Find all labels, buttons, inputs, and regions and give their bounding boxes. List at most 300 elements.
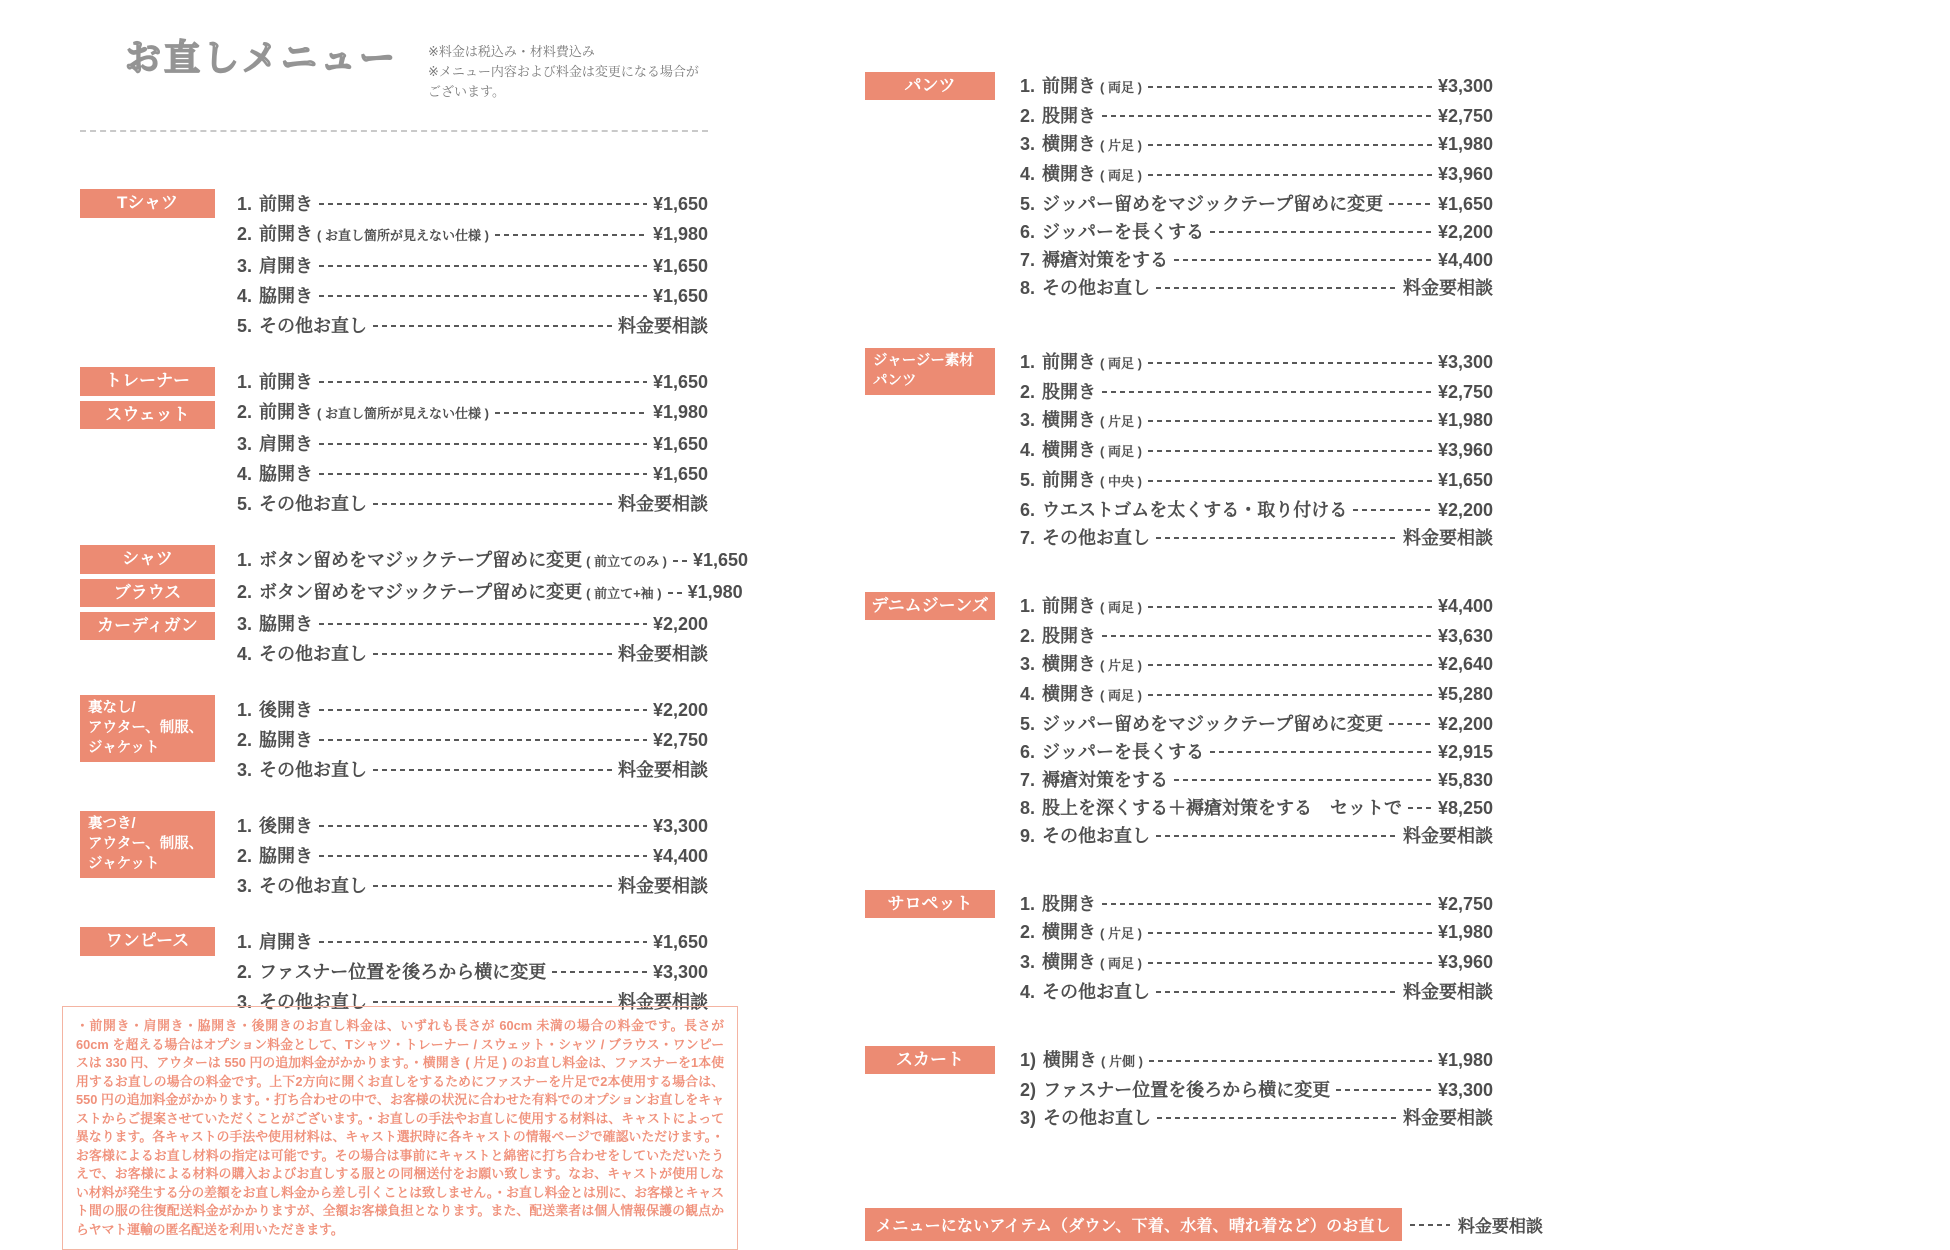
item-label bbox=[1020, 218, 1204, 246]
menu-item bbox=[1020, 160, 1493, 190]
item-price: ¥2,200 bbox=[1437, 500, 1493, 520]
item-note: ( 両足 ) bbox=[1100, 444, 1142, 459]
dotted-leader bbox=[319, 381, 647, 383]
item-label bbox=[1020, 592, 1142, 622]
category-badge-line: ジャージー素材 bbox=[873, 353, 974, 369]
item-number: 5. bbox=[1020, 194, 1036, 214]
dotted-leader bbox=[495, 234, 647, 236]
dotted-leader bbox=[1336, 1089, 1432, 1091]
item-name: 脇開き bbox=[259, 614, 314, 635]
category-badge-column bbox=[80, 545, 215, 669]
item-name: その他お直し bbox=[259, 992, 368, 1013]
dotted-leader bbox=[319, 709, 647, 711]
item-label bbox=[1020, 496, 1347, 524]
item-price: 料金要相談 bbox=[1403, 278, 1493, 298]
item-number: 2. bbox=[237, 962, 253, 983]
item-number: 4. bbox=[1020, 440, 1036, 460]
header-note-line: ※料金は税込み・材料費込み bbox=[428, 44, 595, 59]
item-price: ¥1,980 bbox=[687, 582, 743, 603]
left-column-sections bbox=[80, 189, 749, 1043]
menu-item bbox=[237, 695, 708, 725]
item-number: 4. bbox=[1020, 684, 1036, 704]
category-badge-column bbox=[80, 927, 215, 1017]
item-label bbox=[237, 755, 367, 785]
item-price: ¥3,960 bbox=[1437, 440, 1493, 460]
dotted-leader bbox=[1148, 606, 1432, 608]
item-price: ¥1,980 bbox=[1437, 134, 1493, 154]
item-note: ( お直し箇所が見えない仕様 ) bbox=[317, 228, 489, 244]
item-name: その他お直し bbox=[259, 494, 368, 515]
item-price: ¥2,750 bbox=[1437, 382, 1493, 402]
item-note: ( 片足 ) bbox=[1100, 658, 1142, 673]
item-price: 料金要相談 bbox=[1403, 826, 1493, 846]
item-label bbox=[237, 545, 667, 577]
item-label bbox=[237, 725, 313, 755]
item-list bbox=[237, 189, 708, 341]
item-name: ボタン留めをマジックテープ留めに変更 bbox=[259, 582, 583, 603]
menu-section bbox=[865, 72, 1493, 302]
menu-item bbox=[237, 311, 708, 341]
item-list bbox=[1020, 348, 1493, 552]
item-price: 料金要相談 bbox=[618, 876, 708, 897]
menu-item bbox=[1020, 822, 1493, 850]
item-label bbox=[1020, 102, 1096, 130]
item-number: 2. bbox=[237, 224, 253, 245]
item-number: 3. bbox=[237, 760, 253, 781]
item-price: ¥4,400 bbox=[1437, 250, 1493, 270]
category-badge-column bbox=[80, 367, 215, 519]
category-badge bbox=[865, 592, 995, 620]
item-number: 3) bbox=[1020, 1108, 1037, 1128]
item-name: 横開き bbox=[1042, 164, 1097, 184]
dotted-leader bbox=[319, 295, 647, 297]
category-badge-column bbox=[865, 72, 995, 302]
menu-item bbox=[237, 639, 708, 669]
item-label bbox=[1020, 72, 1142, 102]
dotted-leader bbox=[1408, 807, 1432, 809]
item-number: 1. bbox=[237, 816, 253, 837]
item-price: ¥2,640 bbox=[1437, 654, 1493, 674]
dotted-leader bbox=[668, 592, 682, 594]
item-number: 3. bbox=[237, 614, 253, 635]
category-badge-column bbox=[80, 811, 215, 901]
dotted-leader bbox=[373, 325, 612, 327]
menu-section bbox=[80, 927, 708, 1017]
item-name: 横開き bbox=[1043, 1050, 1098, 1070]
item-name: 前開き bbox=[1042, 596, 1097, 616]
dotted-leader bbox=[319, 855, 647, 857]
category-badge-line: ジャケット bbox=[88, 855, 160, 872]
category-badge bbox=[865, 72, 995, 100]
dotted-leader bbox=[1148, 174, 1432, 176]
dotted-leader bbox=[1174, 779, 1432, 781]
category-badge bbox=[80, 545, 215, 573]
item-name: 褥瘡対策をする bbox=[1042, 770, 1169, 790]
category-badge-line: 裏なし/ bbox=[88, 700, 136, 717]
item-number: 3. bbox=[237, 434, 253, 455]
item-price: 料金要相談 bbox=[618, 992, 708, 1013]
item-label bbox=[237, 841, 313, 871]
item-price: ¥1,650 bbox=[1437, 194, 1493, 214]
category-badge bbox=[80, 401, 215, 429]
category-badge-line: カーディガン bbox=[97, 615, 198, 635]
item-list bbox=[237, 811, 708, 901]
item-price: ¥1,650 bbox=[652, 434, 708, 455]
item-price: 料金要相談 bbox=[618, 316, 708, 337]
dotted-leader bbox=[1148, 362, 1432, 364]
dotted-leader bbox=[673, 560, 687, 562]
item-list bbox=[237, 367, 708, 519]
dotted-leader bbox=[319, 941, 647, 943]
menu-item bbox=[237, 755, 708, 785]
category-badge-column bbox=[80, 189, 215, 341]
dotted-leader bbox=[1389, 723, 1432, 725]
header-notes bbox=[428, 42, 708, 102]
menu-item bbox=[1020, 218, 1493, 246]
item-number: 8. bbox=[1020, 278, 1036, 298]
item-list bbox=[237, 695, 708, 785]
item-name: ファスナー位置を後ろから横に変更 bbox=[259, 962, 547, 983]
item-label bbox=[237, 927, 313, 957]
item-name: 股上を深くする＋褥瘡対策をする セットで bbox=[1042, 798, 1403, 818]
dotted-leader bbox=[373, 769, 612, 771]
dotted-leader bbox=[1148, 664, 1432, 666]
dotted-leader bbox=[1148, 450, 1432, 452]
item-price: ¥2,750 bbox=[652, 730, 708, 751]
category-badge bbox=[80, 811, 215, 878]
item-price: 料金要相談 bbox=[1403, 982, 1493, 1002]
category-badge bbox=[80, 927, 215, 955]
item-label bbox=[1020, 710, 1383, 738]
dotted-leader bbox=[319, 265, 647, 267]
item-name: 横開き bbox=[1042, 684, 1097, 704]
item-price: ¥2,750 bbox=[1437, 106, 1493, 126]
right-column-sections bbox=[865, 72, 1493, 1172]
banner-price: 料金要相談 bbox=[1457, 1217, 1543, 1236]
item-name: その他お直し bbox=[1042, 826, 1151, 846]
dotted-leader bbox=[373, 653, 612, 655]
item-list bbox=[1020, 592, 1493, 850]
item-note: ( 両足 ) bbox=[1100, 600, 1142, 615]
item-number: 2) bbox=[1020, 1080, 1037, 1100]
item-label bbox=[1020, 680, 1142, 710]
category-badge-column bbox=[80, 695, 215, 785]
item-number: 4. bbox=[237, 464, 253, 485]
dotted-leader bbox=[1156, 537, 1397, 539]
menu-item bbox=[1020, 794, 1493, 822]
menu-item bbox=[237, 577, 743, 609]
item-number: 1. bbox=[237, 550, 253, 571]
item-number: 1) bbox=[1020, 1050, 1037, 1070]
item-name: その他お直し bbox=[259, 876, 368, 897]
item-label bbox=[1020, 246, 1168, 274]
menu-item bbox=[1020, 246, 1493, 274]
item-name: その他お直し bbox=[1042, 278, 1151, 298]
item-note: ( お直し箇所が見えない仕様 ) bbox=[317, 406, 489, 422]
item-note: ( 片側 ) bbox=[1101, 1054, 1143, 1069]
item-list bbox=[1020, 1046, 1493, 1132]
item-label bbox=[1020, 978, 1150, 1006]
item-number: 2. bbox=[1020, 106, 1036, 126]
menu-item bbox=[1020, 378, 1493, 406]
item-label bbox=[237, 609, 313, 639]
dotted-leader bbox=[1156, 835, 1397, 837]
dotted-leader bbox=[1148, 480, 1432, 482]
dotted-leader bbox=[1156, 991, 1397, 993]
item-label bbox=[1020, 1104, 1151, 1132]
item-number: 4. bbox=[1020, 982, 1036, 1002]
item-number: 2. bbox=[1020, 626, 1036, 646]
menu-item bbox=[237, 957, 708, 987]
item-price: ¥1,980 bbox=[1437, 922, 1493, 942]
item-label bbox=[237, 367, 313, 397]
dotted-leader bbox=[1174, 259, 1432, 261]
item-label bbox=[237, 189, 313, 219]
header-note-line: ※メニュー内容および料金は変更になる場合がございます。 bbox=[428, 64, 699, 100]
item-number: 3. bbox=[237, 876, 253, 897]
item-label bbox=[1020, 1046, 1143, 1076]
category-badge-line: ジャケット bbox=[88, 739, 160, 756]
category-badge-line: ワンピース bbox=[105, 931, 190, 951]
category-badge-column bbox=[865, 348, 995, 552]
menu-item bbox=[1020, 102, 1493, 130]
item-number: 8. bbox=[1020, 798, 1036, 818]
item-price: ¥3,300 bbox=[1437, 76, 1493, 96]
item-note: ( 両足 ) bbox=[1100, 80, 1142, 95]
item-name: 前開き bbox=[259, 372, 314, 393]
menu-item bbox=[1020, 348, 1493, 378]
category-badge bbox=[80, 695, 215, 762]
menu-item bbox=[1020, 650, 1493, 680]
item-name: その他お直し bbox=[259, 316, 368, 337]
item-number: 6. bbox=[1020, 500, 1036, 520]
menu-item bbox=[237, 811, 708, 841]
menu-item bbox=[237, 725, 708, 755]
item-name: その他お直し bbox=[1043, 1108, 1152, 1128]
item-price: ¥1,650 bbox=[652, 932, 708, 953]
dashed-divider bbox=[80, 130, 708, 132]
item-label bbox=[1020, 738, 1204, 766]
item-price: ¥1,980 bbox=[1437, 1050, 1493, 1070]
dotted-leader bbox=[1148, 962, 1432, 964]
item-label bbox=[1020, 524, 1150, 552]
menu-section bbox=[865, 592, 1493, 850]
item-number: 4. bbox=[1020, 164, 1036, 184]
item-name: 股開き bbox=[1042, 626, 1097, 646]
item-note: ( 片足 ) bbox=[1100, 926, 1142, 941]
menu-item bbox=[1020, 890, 1493, 918]
item-note: ( 前立て+袖 ) bbox=[586, 586, 662, 602]
dotted-leader bbox=[373, 503, 612, 505]
dotted-leader bbox=[373, 885, 612, 887]
category-badge-line: 裏つき/ bbox=[88, 816, 136, 833]
item-price: ¥1,650 bbox=[652, 372, 708, 393]
menu-item bbox=[1020, 738, 1493, 766]
dotted-leader bbox=[1102, 903, 1432, 905]
category-badge bbox=[80, 367, 215, 395]
menu-item bbox=[1020, 1046, 1493, 1076]
category-badge-line: アウター、制服、 bbox=[88, 719, 204, 736]
item-number: 7. bbox=[1020, 770, 1036, 790]
item-note: ( 片足 ) bbox=[1100, 414, 1142, 429]
item-name: 脇開き bbox=[259, 286, 314, 307]
category-badge bbox=[865, 1046, 995, 1074]
item-number: 1. bbox=[1020, 352, 1036, 372]
item-number: 1. bbox=[1020, 894, 1036, 914]
dotted-leader bbox=[1102, 635, 1432, 637]
menu-item bbox=[1020, 406, 1493, 436]
menu-item bbox=[237, 545, 749, 577]
menu-item bbox=[237, 927, 708, 957]
item-note: ( 中央 ) bbox=[1100, 474, 1142, 489]
menu-item bbox=[1020, 274, 1493, 302]
dotted-leader bbox=[1389, 203, 1432, 205]
item-price: 料金要相談 bbox=[618, 494, 708, 515]
item-number: 1. bbox=[1020, 596, 1036, 616]
item-price: ¥3,300 bbox=[1437, 1080, 1493, 1100]
category-badge-line: スカート bbox=[896, 1050, 964, 1069]
item-name: 横開き bbox=[1042, 410, 1097, 430]
item-name: 前開き bbox=[259, 402, 314, 423]
menu-item bbox=[1020, 466, 1493, 496]
item-label bbox=[237, 281, 313, 311]
item-name: 前開き bbox=[259, 194, 314, 215]
dotted-leader bbox=[552, 971, 647, 973]
menu-item bbox=[1020, 436, 1493, 466]
item-number: 2. bbox=[237, 730, 253, 751]
left-column bbox=[80, 36, 749, 1043]
category-badge-column bbox=[865, 890, 995, 1006]
category-badge-line: パンツ bbox=[904, 76, 956, 95]
item-name: 横開き bbox=[1042, 134, 1097, 154]
item-price: ¥2,200 bbox=[1437, 714, 1493, 734]
item-number: 5. bbox=[1020, 470, 1036, 490]
menu-item bbox=[237, 489, 708, 519]
menu-item bbox=[1020, 918, 1493, 948]
item-price: 料金要相談 bbox=[618, 644, 708, 665]
dotted-leader bbox=[1148, 86, 1432, 88]
item-number: 3. bbox=[237, 992, 253, 1013]
item-name: 後開き bbox=[259, 700, 314, 721]
item-name: 後開き bbox=[259, 816, 314, 837]
category-badge-line: サロペット bbox=[887, 894, 973, 913]
dotted-leader bbox=[1102, 115, 1432, 117]
item-price: 料金要相談 bbox=[618, 760, 708, 781]
item-list bbox=[1020, 72, 1493, 302]
item-price: ¥1,650 bbox=[652, 256, 708, 277]
dotted-leader bbox=[373, 1001, 612, 1003]
item-name: 前開き bbox=[1042, 76, 1097, 96]
category-badge-line: Tシャツ bbox=[116, 193, 179, 213]
right-column bbox=[865, 72, 1543, 1241]
item-number: 3. bbox=[237, 256, 253, 277]
item-label bbox=[237, 871, 367, 901]
item-price: ¥3,300 bbox=[652, 816, 708, 837]
dotted-leader bbox=[1149, 1060, 1432, 1062]
item-name: 股開き bbox=[1042, 894, 1097, 914]
menu-header bbox=[80, 36, 708, 102]
item-note: ( 両足 ) bbox=[1100, 956, 1142, 971]
item-label bbox=[1020, 348, 1142, 378]
item-number: 2. bbox=[1020, 382, 1036, 402]
item-label bbox=[237, 219, 489, 251]
menu-item bbox=[237, 459, 708, 489]
item-name: ジッパーを長くする bbox=[1042, 222, 1205, 242]
menu-item bbox=[1020, 130, 1493, 160]
item-name: 前開き bbox=[259, 224, 314, 245]
item-label bbox=[1020, 822, 1150, 850]
item-price: 料金要相談 bbox=[1403, 528, 1493, 548]
dotted-leader bbox=[319, 443, 647, 445]
item-price: ¥5,280 bbox=[1437, 684, 1493, 704]
item-number: 4. bbox=[237, 644, 253, 665]
item-price: ¥1,650 bbox=[652, 464, 708, 485]
category-badge-line: ブラウス bbox=[113, 582, 182, 602]
item-price: ¥2,200 bbox=[652, 614, 708, 635]
item-name: ジッパー留めをマジックテープ留めに変更 bbox=[1042, 714, 1384, 734]
item-label bbox=[1020, 890, 1096, 918]
menu-item bbox=[237, 189, 708, 219]
banner-row bbox=[865, 1208, 1543, 1241]
menu-item bbox=[237, 841, 708, 871]
item-name: 前開き bbox=[1042, 352, 1097, 372]
item-number: 4. bbox=[237, 286, 253, 307]
category-badge-column bbox=[865, 592, 995, 850]
item-number: 9. bbox=[1020, 826, 1036, 846]
category-badge-line: シャツ bbox=[122, 549, 173, 569]
item-label bbox=[1020, 918, 1142, 948]
dotted-leader bbox=[319, 825, 647, 827]
page-title: お直しメニュー bbox=[125, 37, 399, 78]
item-number: 3. bbox=[1020, 410, 1036, 430]
item-note: ( 両足 ) bbox=[1100, 168, 1142, 183]
item-note: ( 片足 ) bbox=[1100, 138, 1142, 153]
dotted-leader bbox=[1353, 509, 1432, 511]
item-label bbox=[237, 695, 313, 725]
category-badge-line: デニムジーンズ bbox=[871, 596, 989, 615]
item-note: ( 前立てのみ ) bbox=[586, 554, 668, 570]
item-name: ファスナー位置を後ろから横に変更 bbox=[1043, 1080, 1331, 1100]
dotted-leader bbox=[1210, 231, 1432, 233]
item-name: ボタン留めをマジックテープ留めに変更 bbox=[259, 550, 583, 571]
item-price: ¥2,200 bbox=[1437, 222, 1493, 242]
item-label bbox=[237, 251, 313, 281]
item-price: 料金要相談 bbox=[1403, 1108, 1493, 1128]
item-number: 3. bbox=[1020, 654, 1036, 674]
item-label bbox=[1020, 274, 1150, 302]
item-name: 横開き bbox=[1042, 654, 1097, 674]
item-name: 股開き bbox=[1042, 106, 1097, 126]
item-label bbox=[237, 811, 313, 841]
menu-item bbox=[1020, 766, 1493, 794]
item-name: ジッパー留めをマジックテープ留めに変更 bbox=[1042, 194, 1384, 214]
item-price: ¥8,250 bbox=[1437, 798, 1493, 818]
menu-section bbox=[865, 1046, 1493, 1132]
item-name: ジッパーを長くする bbox=[1042, 742, 1205, 762]
item-price: ¥2,750 bbox=[1437, 894, 1493, 914]
item-number: 1. bbox=[237, 372, 253, 393]
item-list bbox=[237, 545, 749, 669]
item-name: 股開き bbox=[1042, 382, 1097, 402]
item-name: 肩開き bbox=[259, 932, 314, 953]
item-number: 3. bbox=[1020, 134, 1036, 154]
item-number: 1. bbox=[1020, 76, 1036, 96]
item-label bbox=[237, 429, 313, 459]
item-number: 7. bbox=[1020, 528, 1036, 548]
item-label bbox=[237, 577, 662, 609]
item-number: 1. bbox=[237, 194, 253, 215]
dotted-leader bbox=[1156, 287, 1397, 289]
